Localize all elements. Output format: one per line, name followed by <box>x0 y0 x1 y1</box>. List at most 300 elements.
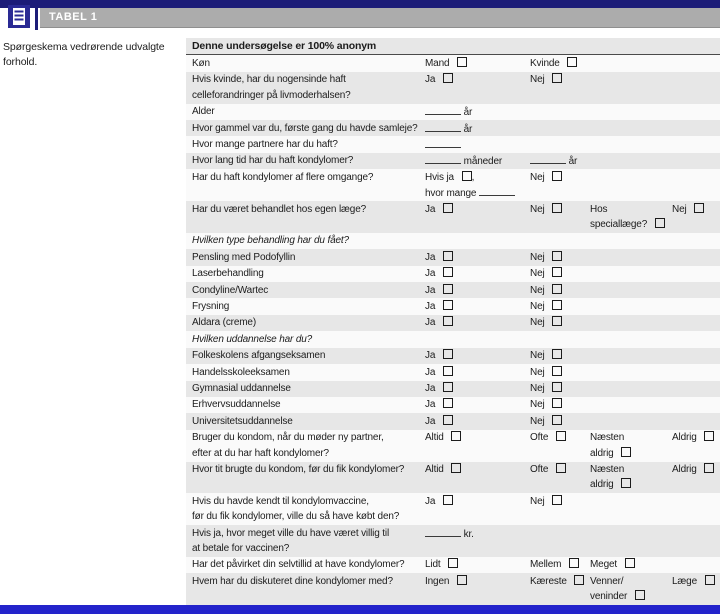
answer-line <box>530 557 579 572</box>
answer-cell <box>530 494 562 509</box>
answer-cell <box>425 430 461 445</box>
answer-cell <box>425 137 461 153</box>
answer-label: Nej <box>530 383 545 394</box>
table-row <box>186 169 720 201</box>
answer-line <box>425 299 453 314</box>
checkbox[interactable] <box>552 316 562 326</box>
answer-label: speciallæge? <box>590 218 648 230</box>
answer-line <box>530 348 562 363</box>
answer-line <box>425 266 453 281</box>
question-line: Frysning <box>192 300 230 312</box>
answer-label: Ja <box>425 268 436 280</box>
question-text <box>192 250 720 265</box>
question-line: Aldara (creme) <box>192 317 257 329</box>
table-row <box>186 38 720 55</box>
answer-line <box>530 574 584 589</box>
checkbox[interactable] <box>552 251 562 261</box>
question-line: Denne undersøgelse er 100% anonym <box>192 39 377 52</box>
question-line: Har du haft kondylomer af flere omgange? <box>192 171 374 183</box>
answer-cell <box>530 414 562 429</box>
checkbox[interactable] <box>625 558 635 568</box>
answer-cell <box>530 397 562 412</box>
answer-cell <box>530 72 562 87</box>
document-icon <box>8 5 30 28</box>
answer-line <box>590 557 635 572</box>
answer-cell <box>672 202 704 217</box>
answer-label: Aldrig <box>672 464 697 476</box>
answer-cell <box>425 283 453 298</box>
question-line: at betale for vaccinen? <box>192 543 290 555</box>
answer-line <box>530 266 562 281</box>
table-row <box>186 430 720 462</box>
question-line: Handelsskoleeksamen <box>192 366 290 378</box>
answer-label: Ja <box>425 350 436 362</box>
answer-cell <box>425 170 515 202</box>
table-row <box>186 136 720 152</box>
answer-label: Ja <box>425 74 436 86</box>
answer-cell <box>590 557 635 572</box>
answer-blank-field[interactable] <box>425 104 461 115</box>
answer-line <box>425 494 453 509</box>
answer-line <box>530 315 562 330</box>
answer-line <box>425 430 461 445</box>
answer-label: Nej <box>530 317 545 329</box>
checkbox[interactable] <box>552 284 562 294</box>
checkbox[interactable] <box>443 284 453 294</box>
table-row <box>186 397 720 413</box>
checkbox[interactable] <box>552 366 562 376</box>
answer-label: Nej <box>530 284 545 296</box>
answer-label: Nej <box>530 251 545 263</box>
questionnaire-table <box>186 38 720 605</box>
question-line: Hvem har du diskuteret dine kondylomer med? <box>192 575 393 587</box>
answer-line <box>425 121 472 137</box>
answer-line <box>530 283 562 298</box>
answer-cell <box>530 283 562 298</box>
table-header-bar <box>40 8 720 28</box>
answer-cell <box>590 462 631 493</box>
answer-cell <box>530 266 562 281</box>
answer-label: Nej <box>530 74 545 86</box>
answer-blank-field[interactable] <box>425 137 461 148</box>
checkbox[interactable] <box>704 431 714 441</box>
question-text <box>192 283 720 298</box>
answer-cell <box>425 153 502 169</box>
answer-label: Nej <box>530 495 545 507</box>
checkbox[interactable] <box>457 575 467 585</box>
answer-cell <box>530 153 577 169</box>
table-row <box>186 233 720 249</box>
table-row <box>186 72 720 104</box>
question-text <box>192 266 720 281</box>
checkbox[interactable] <box>552 398 562 408</box>
answer-label: Næsten <box>590 432 625 444</box>
question-text <box>192 494 720 525</box>
checkbox[interactable] <box>451 431 461 441</box>
answer-label: Nej <box>672 203 687 215</box>
answer-line <box>425 137 461 153</box>
bottom-border-bar <box>0 605 720 614</box>
table-row <box>186 315 720 331</box>
question-line: Erhvervsuddannelse <box>192 399 281 411</box>
question-line: Hvis du havde kendt til kondylomvaccine, <box>192 495 369 507</box>
question-line: Køn <box>192 57 210 69</box>
checkbox[interactable] <box>462 171 472 181</box>
checkbox[interactable] <box>569 558 579 568</box>
answer-label: Læge <box>672 575 697 587</box>
answer-cell <box>425 250 453 265</box>
answer-label: aldrig <box>590 479 614 491</box>
answer-line <box>590 462 631 477</box>
answer-line <box>425 414 453 429</box>
table-row <box>186 153 720 169</box>
checkbox[interactable] <box>574 575 584 585</box>
question-line: Universitetsuddannelse <box>192 415 293 427</box>
checkbox[interactable] <box>694 203 704 213</box>
table-row <box>186 525 720 557</box>
answer-line <box>425 283 453 298</box>
answer-label: år <box>463 123 473 135</box>
answer-line <box>530 56 577 71</box>
answer-cell <box>530 202 562 217</box>
table-row <box>186 282 720 298</box>
answer-line <box>530 365 562 380</box>
answer-cell <box>530 557 579 572</box>
table-row <box>186 413 720 429</box>
question-text <box>192 72 720 103</box>
answer-label: Meget <box>590 559 618 571</box>
table-row <box>186 249 720 265</box>
answer-cell <box>672 430 714 445</box>
checkbox[interactable] <box>552 382 562 392</box>
answer-line <box>530 430 566 445</box>
table-row <box>186 331 720 347</box>
answer-cell <box>425 299 453 314</box>
checkbox[interactable] <box>443 415 453 425</box>
checkbox[interactable] <box>621 447 631 457</box>
answer-label: veninder <box>590 591 628 603</box>
checkbox[interactable] <box>556 431 566 441</box>
answer-cell <box>425 266 453 281</box>
answer-line <box>425 526 474 542</box>
question-text <box>192 414 720 429</box>
answer-cell <box>530 430 566 445</box>
question-line: celleforandringer på livmoderhalsen? <box>192 89 351 101</box>
question-text <box>192 315 720 330</box>
checkbox[interactable] <box>552 73 562 83</box>
answer-line <box>530 381 562 396</box>
answer-cell <box>425 315 453 330</box>
checkbox[interactable] <box>443 251 453 261</box>
question-line: Har det påvirket din selvtillid at have kondylomer? <box>192 559 405 571</box>
question-line: Hvor lang tid har du haft kondylomer? <box>192 155 354 167</box>
checkbox[interactable] <box>556 463 566 473</box>
answer-label: Ofte <box>530 432 549 444</box>
checkbox[interactable] <box>552 267 562 277</box>
table-row <box>186 573 720 605</box>
checkbox[interactable] <box>457 57 467 67</box>
checkbox[interactable] <box>552 495 562 505</box>
answer-cell <box>425 381 453 396</box>
question-text <box>192 397 720 412</box>
answer-cell <box>425 557 458 572</box>
answer-label: Ja <box>425 366 436 378</box>
answer-line <box>590 589 645 604</box>
question-line: Hvor gammel var du, første gang du havde samleje? <box>192 122 418 134</box>
answer-label: kr. <box>463 528 474 540</box>
answer-cell <box>425 72 453 87</box>
answer-cell <box>530 56 577 71</box>
answer-line <box>425 72 453 87</box>
question-line: Hvor tit brugte du kondom, før du fik kondylomer? <box>192 464 405 476</box>
answer-line <box>425 104 472 120</box>
table-row <box>186 55 720 71</box>
answer-label: Ja <box>425 284 436 296</box>
checkbox[interactable] <box>705 575 715 585</box>
checkbox[interactable] <box>443 316 453 326</box>
answer-label: Aldrig <box>672 432 697 444</box>
answer-label: Ja <box>425 383 436 394</box>
answer-label: Ofte <box>530 464 549 476</box>
answer-label: år <box>568 156 578 168</box>
question-text <box>192 39 720 54</box>
answer-line <box>530 153 577 169</box>
answer-label: Ingen <box>425 575 450 587</box>
table-row <box>186 493 720 525</box>
answer-label: Hos <box>590 203 608 215</box>
checkbox[interactable] <box>443 300 453 310</box>
answer-label: Nej <box>530 350 545 362</box>
question-line: Bruger du kondom, når du møder ny partner, <box>192 432 384 444</box>
answer-line <box>425 153 502 169</box>
answer-label: Lidt <box>425 559 441 571</box>
answer-line <box>590 574 645 589</box>
answer-line <box>590 477 631 492</box>
answer-line <box>590 446 631 461</box>
answer-label: Mellem <box>530 559 562 571</box>
answer-cell <box>425 574 467 589</box>
answer-line <box>425 397 453 412</box>
answer-label: Venner/ <box>590 575 624 587</box>
answer-cell <box>425 462 461 477</box>
answer-line <box>425 250 453 265</box>
answer-cell <box>530 574 584 589</box>
answer-blank-field[interactable] <box>425 121 461 132</box>
answer-line <box>530 72 562 87</box>
question-line: Hvis kvinde, har du nogensinde haft <box>192 74 346 86</box>
checkbox[interactable] <box>443 349 453 359</box>
table-row <box>186 462 720 494</box>
answer-cell <box>425 56 467 71</box>
table-caption: Spørgeskema vedrørende udvalgte forhold. <box>3 41 165 68</box>
answer-label: Altid <box>425 432 444 444</box>
answer-line <box>425 202 453 217</box>
answer-cell <box>530 462 566 477</box>
answer-cell <box>530 250 562 265</box>
table-row <box>186 120 720 136</box>
answer-label: måneder <box>463 156 503 168</box>
answer-cell <box>672 574 715 589</box>
table-row <box>186 266 720 282</box>
answer-label: Nej <box>530 366 545 378</box>
answer-cell <box>530 315 562 330</box>
answer-label: Ja <box>425 251 436 263</box>
answer-label: Nej <box>530 268 545 280</box>
answer-label: aldrig <box>590 447 614 459</box>
question-line: Laserbehandling <box>192 268 264 280</box>
answer-label: , <box>471 171 475 183</box>
question-line: Hvor mange partnere har du haft? <box>192 138 338 150</box>
answer-label: Nej <box>530 399 545 411</box>
question-line: Alder <box>192 106 215 118</box>
question-text <box>192 365 720 380</box>
answer-label: hvor mange <box>425 188 477 200</box>
answer-line <box>672 574 715 589</box>
answer-label: Nej <box>530 171 545 183</box>
answer-label: Kæreste <box>530 575 567 587</box>
answer-line <box>425 315 453 330</box>
answer-line <box>672 202 704 217</box>
header-divider <box>35 0 38 30</box>
answer-cell <box>425 104 472 120</box>
checkbox[interactable] <box>552 415 562 425</box>
answer-cell <box>530 299 562 314</box>
question-line: Folkeskolens afgangseksamen <box>192 350 326 362</box>
answer-blank-field[interactable] <box>530 153 566 164</box>
answer-label: år <box>463 107 473 119</box>
answer-line <box>425 381 453 396</box>
question-line: Pensling med Podofyllin <box>192 251 296 263</box>
table-row <box>186 381 720 397</box>
checkbox[interactable] <box>443 366 453 376</box>
answer-cell <box>425 121 472 137</box>
answer-line <box>672 430 714 445</box>
table-row <box>186 557 720 573</box>
answer-label: Hvis ja <box>425 171 454 183</box>
checkbox[interactable] <box>552 203 562 213</box>
answer-line <box>425 56 467 71</box>
checkbox[interactable] <box>443 382 453 392</box>
answer-line <box>425 185 515 201</box>
table-row <box>186 298 720 314</box>
question-text <box>192 348 720 363</box>
answer-line <box>425 557 458 572</box>
table-title: TABEL 1 <box>49 11 98 23</box>
checkbox[interactable] <box>552 349 562 359</box>
top-border-bar <box>0 0 720 8</box>
answer-label: Ja <box>425 317 436 329</box>
question-line: Condyline/Wartec <box>192 284 269 296</box>
answer-label: Ja <box>425 399 436 411</box>
checkbox[interactable] <box>443 267 453 277</box>
answer-label: Kvinde <box>530 57 560 69</box>
checkbox[interactable] <box>443 495 453 505</box>
answer-label: Ja <box>425 300 436 312</box>
table-row <box>186 201 720 233</box>
answer-cell <box>590 202 665 233</box>
answer-cell <box>530 381 562 396</box>
answer-cell <box>530 365 562 380</box>
checkbox[interactable] <box>567 57 577 67</box>
answer-cell <box>590 574 645 605</box>
answer-line <box>530 462 566 477</box>
checkbox[interactable] <box>448 558 458 568</box>
answer-label: Nej <box>530 203 545 215</box>
answer-label: Nej <box>530 415 545 427</box>
question-text <box>192 233 720 248</box>
answer-blank-field[interactable] <box>425 526 461 537</box>
answer-cell <box>425 365 453 380</box>
answer-line <box>425 574 467 589</box>
answer-label: Altid <box>425 464 444 476</box>
answer-cell <box>425 494 453 509</box>
answer-blank-field[interactable] <box>425 153 461 164</box>
answer-cell <box>530 348 562 363</box>
answer-line <box>590 430 631 445</box>
answer-label: Mand <box>425 57 450 69</box>
question-line: Har du været behandlet hos egen læge? <box>192 203 367 215</box>
checkbox[interactable] <box>621 478 631 488</box>
answer-cell <box>425 202 453 217</box>
answer-line <box>530 202 562 217</box>
checkbox[interactable] <box>451 463 461 473</box>
table-row <box>186 364 720 380</box>
question-line: før du fik kondylomer, ville du så have købt den? <box>192 511 400 523</box>
question-text <box>192 299 720 314</box>
question-text <box>192 381 720 396</box>
question-line: efter at du har haft kondylomer? <box>192 447 329 459</box>
answer-cell <box>425 348 453 363</box>
question-line: Gymnasial uddannelse <box>192 383 291 394</box>
checkbox[interactable] <box>443 73 453 83</box>
answer-label: Nej <box>530 300 545 312</box>
answer-line <box>530 170 562 185</box>
answer-cell <box>425 397 453 412</box>
answer-line <box>425 462 461 477</box>
answer-line <box>590 202 665 217</box>
checkbox[interactable] <box>552 300 562 310</box>
answer-cell <box>425 526 474 542</box>
checkbox[interactable] <box>655 218 665 228</box>
table-row <box>186 104 720 120</box>
answer-cell <box>590 430 631 461</box>
checkbox[interactable] <box>704 463 714 473</box>
checkbox[interactable] <box>443 203 453 213</box>
answer-line <box>425 348 453 363</box>
answer-label: Ja <box>425 203 436 215</box>
checkbox[interactable] <box>552 171 562 181</box>
answer-line <box>672 462 714 477</box>
answer-label: Ja <box>425 415 436 427</box>
checkbox[interactable] <box>443 398 453 408</box>
answer-blank-field[interactable] <box>479 185 515 196</box>
answer-cell <box>530 170 562 185</box>
answer-line <box>590 217 665 232</box>
answer-line <box>530 299 562 314</box>
question-line: Hvilken uddannelse har du? <box>192 333 313 345</box>
question-line: Hvis ja, hvor meget ville du have været villig til <box>192 527 390 539</box>
answer-line <box>530 414 562 429</box>
answer-line <box>530 494 562 509</box>
answer-cell <box>672 462 714 477</box>
answer-line <box>425 365 453 380</box>
answer-label: Næsten <box>590 464 625 476</box>
question-line: Hvilken type behandling har du fået? <box>192 235 349 247</box>
answer-line <box>530 250 562 265</box>
answer-cell <box>425 414 453 429</box>
answer-line <box>530 397 562 412</box>
checkbox[interactable] <box>635 590 645 600</box>
